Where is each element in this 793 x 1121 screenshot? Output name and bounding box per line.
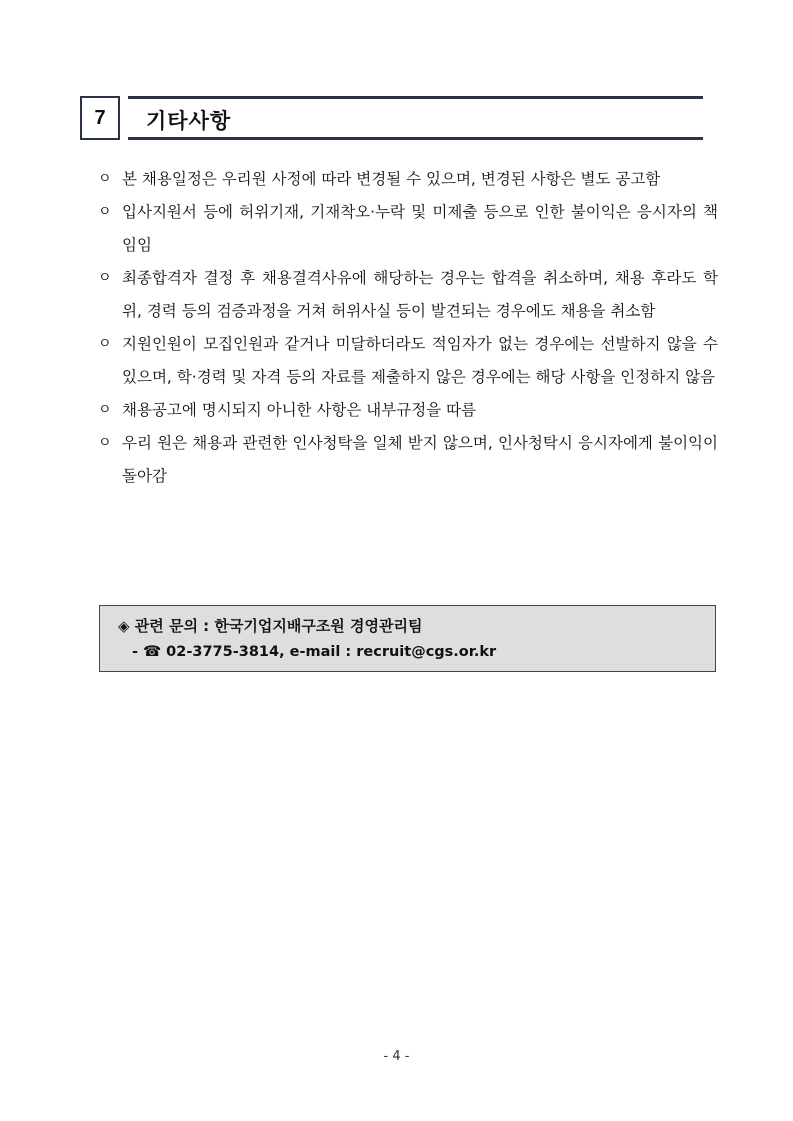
bullet-text: 입사지원서 등에 허위기재, 기재착오·누락 및 미제출 등으로 인한 불이익은 응시자의 책임임 <box>122 203 718 254</box>
bullet-marker: ㅇ <box>98 435 112 451</box>
bullet-marker: ㅇ <box>98 402 112 418</box>
bullet-text: 우리 원은 채용과 관련한 인사청탁을 일체 받지 않으며, 인사청탁시 응시자에게 불이익이 돌아감 <box>122 434 718 485</box>
bullet-text: 최종합격자 결정 후 채용결격사유에 해당하는 경우는 합격을 취소하며, 채용 후라도 학위, 경력 등의 검증과정을 거쳐 허위사실 등이 발견되는 경우에도 채용을 취소함 <box>122 269 718 320</box>
bullet-item <box>98 196 718 262</box>
bullet-item <box>98 262 718 328</box>
bullet-item <box>98 328 718 394</box>
contact-box <box>99 605 716 672</box>
bullet-text: 채용공고에 명시되지 아니한 사항은 내부규정을 따름 <box>122 401 477 419</box>
header-rule-top <box>128 96 703 99</box>
section-title: 기타사항 <box>146 109 232 133</box>
contact-heading: ◈ 관련 문의 : 한국기업지배구조원 경영관리팀 <box>118 617 423 635</box>
section-header <box>80 96 703 144</box>
bullet-item <box>98 394 718 427</box>
bullet-marker: ㅇ <box>98 171 112 187</box>
bullet-marker: ㅇ <box>98 270 112 286</box>
contact-details: - ☎ 02-3775-3814, e-mail : recruit@cgs.or.kr <box>132 644 497 660</box>
bullet-list <box>98 163 718 493</box>
page-number: - 4 - <box>383 1049 410 1064</box>
bullet-marker: ㅇ <box>98 204 112 220</box>
bullet-text: 지원인원이 모집인원과 같거나 미달하더라도 적임자가 없는 경우에는 선발하지 않을 수 있으며, 학·경력 및 자격 등의 자료를 제출하지 않은 경우에는 해당 사항을 인정하지 않음 <box>122 335 718 386</box>
section-number: 7 <box>80 96 120 140</box>
bullet-text: 본 채용일정은 우리원 사정에 따라 변경될 수 있으며, 변경된 사항은 별도 공고함 <box>122 170 661 188</box>
bullet-item <box>98 163 718 196</box>
header-rule-bottom <box>128 137 703 140</box>
bullet-item <box>98 427 718 493</box>
bullet-marker: ㅇ <box>98 336 112 352</box>
